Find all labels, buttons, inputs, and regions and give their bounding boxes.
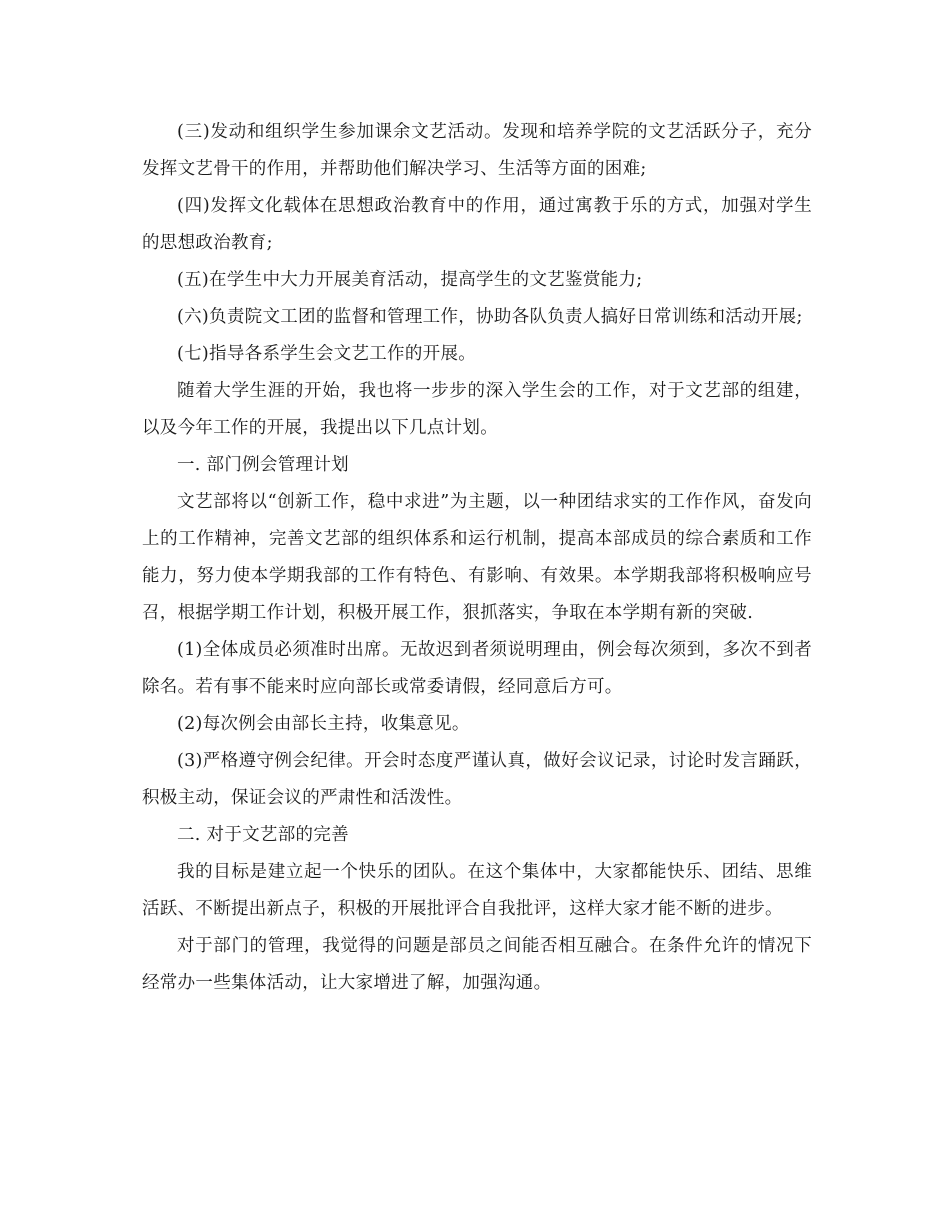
paragraph-5-aesthetics: (五)在学生中大力开展美育活动，提高学生的文艺鉴赏能力; xyxy=(177,270,643,290)
paragraph-team-goal: 我的目标是建立起一个快乐的团队。在这个集体中，大家都能快乐、团结、思维活跃、不断提出新点子，积极的开展批评合自我批评，这样大家才能不断的进步。 xyxy=(142,862,812,919)
paragraph-3-activities: (三)发动和组织学生参加课余文艺活动。发现和培养学院的文艺活跃分子，充分发挥文艺骨干的作用，并帮助他们解决学习、生活等方面的困难; xyxy=(142,122,812,179)
paragraph-intro-plan: 随着大学生涯的开始，我也将一步步的深入学生会的工作，对于文艺部的组建，以及今年工作的开展，我提出以下几点计划。 xyxy=(142,381,812,438)
section-heading-meeting-plan: 一. 部门例会管理计划 xyxy=(177,455,349,475)
paragraph-management: 对于部门的管理，我觉得的问题是部员之间能否相互融合。在条件允许的情况下经常办一些集体活动，让大家增进了解，加强沟通。 xyxy=(142,936,812,993)
paragraph-rule-3: (3)严格遵守例会纪律。开会时态度严谨认真，做好会议记录，讨论时发言踊跃，积极主动，保证会议的严肃性和活泼性。 xyxy=(142,751,812,808)
paragraph-4-education: (四)发挥文化载体在思想政治教育中的作用，通过寓教于乐的方式，加强对学生的思想政治教育; xyxy=(142,196,812,253)
section-heading-improvement: 二. 对于文艺部的完善 xyxy=(177,825,349,845)
document-page xyxy=(142,114,812,1002)
paragraph-rule-1: (1)全体成员必须准时出席。无故迟到者须说明理由，例会每次须到，多次不到者除名。若有事不能来时应向部长或常委请假，经同意后方可。 xyxy=(142,640,812,697)
paragraph-meeting-theme: 文艺部将以“创新工作，稳中求进”为主题，以一种团结求实的工作作风，奋发向上的工作精神，完善文艺部的组织体系和运行机制，提高本部成员的综合素质和工作能力，努力使本学期我部的工作有特色、有影响、有效果。本学期我部将积极响应号召，根据学期工作计划，积极开展工作，狠抓落实，争取在本学期有新的突破. xyxy=(142,492,812,623)
paragraph-7-guidance: (七)指导各系学生会文艺工作的开展。 xyxy=(177,344,477,364)
paragraph-6-troupe: (六)负责院文工团的监督和管理工作，协助各队负责人搞好日常训练和活动开展; xyxy=(177,307,803,327)
paragraph-rule-2: (2)每次例会由部长主持，收集意见。 xyxy=(177,714,470,734)
